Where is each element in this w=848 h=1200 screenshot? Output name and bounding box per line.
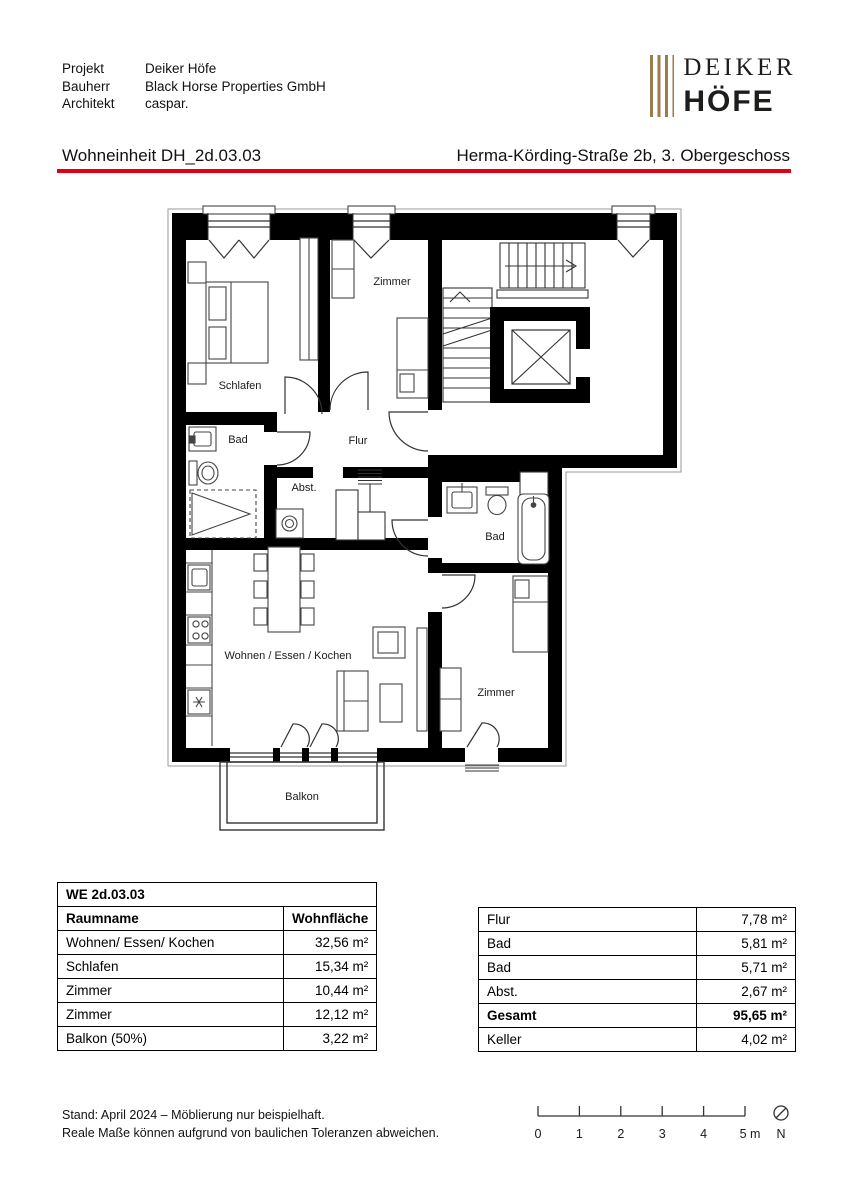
- door-entrance: [389, 412, 428, 451]
- kitchen-counter: [186, 550, 212, 746]
- project-label: Projekt: [62, 61, 105, 76]
- elevator: [490, 307, 590, 403]
- label-bad-left: Bad: [228, 434, 248, 446]
- table-row: Bad 5,71 m²: [479, 956, 796, 980]
- table-title-row: [58, 883, 377, 907]
- door-zimmer-top: [330, 372, 368, 410]
- sofa: [337, 671, 368, 731]
- project-info: [62, 60, 326, 113]
- bed-schlafen: [188, 262, 268, 384]
- scale-tick-0: 0: [534, 1127, 542, 1141]
- door-schlafen: [285, 377, 322, 414]
- north-label: N: [776, 1127, 786, 1141]
- label-wohnen: Wohnen / Essen / Kochen: [224, 650, 352, 662]
- project-value: Deiker Höfe: [145, 61, 217, 76]
- armchair: [373, 627, 405, 658]
- washing-machine: [276, 509, 303, 538]
- door-zimmer-right: [442, 575, 475, 608]
- logo-line2: HÖFE: [683, 85, 775, 118]
- table-header-row: [58, 907, 377, 931]
- wardrobe-schlafen: [300, 238, 318, 360]
- red-divider-line: [57, 169, 791, 173]
- logo-line1: DEIKER: [683, 54, 796, 81]
- architect-label: Architekt: [62, 96, 115, 111]
- table-row: Balkon (50%) 3,22 m²: [58, 1027, 377, 1051]
- label-abst: Abst.: [291, 482, 317, 494]
- table-title: WE 2d.03.03: [58, 883, 377, 907]
- scale-tick-3: 3: [658, 1127, 666, 1141]
- dining-table: [254, 547, 314, 632]
- north-compass-icon: [774, 1106, 788, 1120]
- client-row: [62, 78, 326, 96]
- client-value: Black Horse Properties GmbH: [145, 78, 326, 94]
- label-schlafen: Schlafen: [218, 380, 262, 392]
- label-balkon: Balkon: [285, 791, 319, 803]
- coffee-table: [380, 684, 402, 722]
- client-label: Bauherr: [62, 78, 111, 94]
- footer-note-2: Reale Maße können aufgrund von baulichen Toleranzen abweichen.: [62, 1126, 440, 1140]
- footer-note-1: Stand: April 2024 – Möblierung nur beispielhaft.: [62, 1108, 325, 1122]
- area-table-right: [478, 907, 796, 1052]
- area-table-left: [57, 882, 377, 1051]
- label-zimmer-top: Zimmer: [373, 276, 411, 288]
- scale-tick-4: 4: [700, 1127, 708, 1141]
- bed-zimmer-top: [397, 318, 428, 398]
- bed-zimmer-right: [513, 576, 548, 652]
- label-zimmer-right: Zimmer: [477, 687, 515, 699]
- table-row: Schlafen 15,34 m²: [58, 955, 377, 979]
- logo-stripes-icon: [650, 55, 674, 117]
- unit-title: Wohneinheit DH_2d.03.03: [62, 146, 262, 165]
- table-row: Zimmer 10,44 m²: [58, 979, 377, 1003]
- wardrobe-zimmer-right: [440, 668, 461, 731]
- door-bad-left: [277, 432, 310, 465]
- table-row: Wohnen/ Essen/ Kochen 32,56 m²: [58, 931, 377, 955]
- table-row: Zimmer 12,12 m²: [58, 1003, 377, 1027]
- table-row: Flur 7,78 m²: [479, 908, 796, 932]
- tv-board: [417, 628, 427, 731]
- col-wohnflaeche: Wohnfläche: [284, 907, 377, 931]
- address-title: Herma-Körding-Straße 2b, 3. Obergeschoss: [456, 146, 790, 165]
- floor-plan: [150, 196, 710, 841]
- table-row: Keller 4,02 m²: [479, 1028, 796, 1052]
- col-raumname: Raumname: [58, 907, 284, 931]
- label-flur: Flur: [348, 435, 368, 447]
- table-row: Bad 5,81 m²: [479, 932, 796, 956]
- footer-notes: [62, 1106, 439, 1142]
- wardrobe-zimmer-top: [332, 240, 354, 298]
- bathroom-right-fixtures: [447, 483, 549, 564]
- scale-tick-1: 1: [575, 1127, 583, 1141]
- table-row: Abst. 2,67 m²: [479, 980, 796, 1004]
- project-row: [62, 60, 326, 78]
- company-logo: [650, 55, 796, 119]
- architect-value: caspar.: [145, 96, 189, 111]
- scale-bar: [528, 1100, 798, 1148]
- architect-row: [62, 95, 326, 113]
- scale-tick-5: 5 m: [739, 1127, 761, 1141]
- label-bad-right: Bad: [485, 531, 505, 543]
- scale-tick-2: 2: [617, 1127, 625, 1141]
- table-row-gesamt: Gesamt 95,65 m²: [479, 1004, 796, 1028]
